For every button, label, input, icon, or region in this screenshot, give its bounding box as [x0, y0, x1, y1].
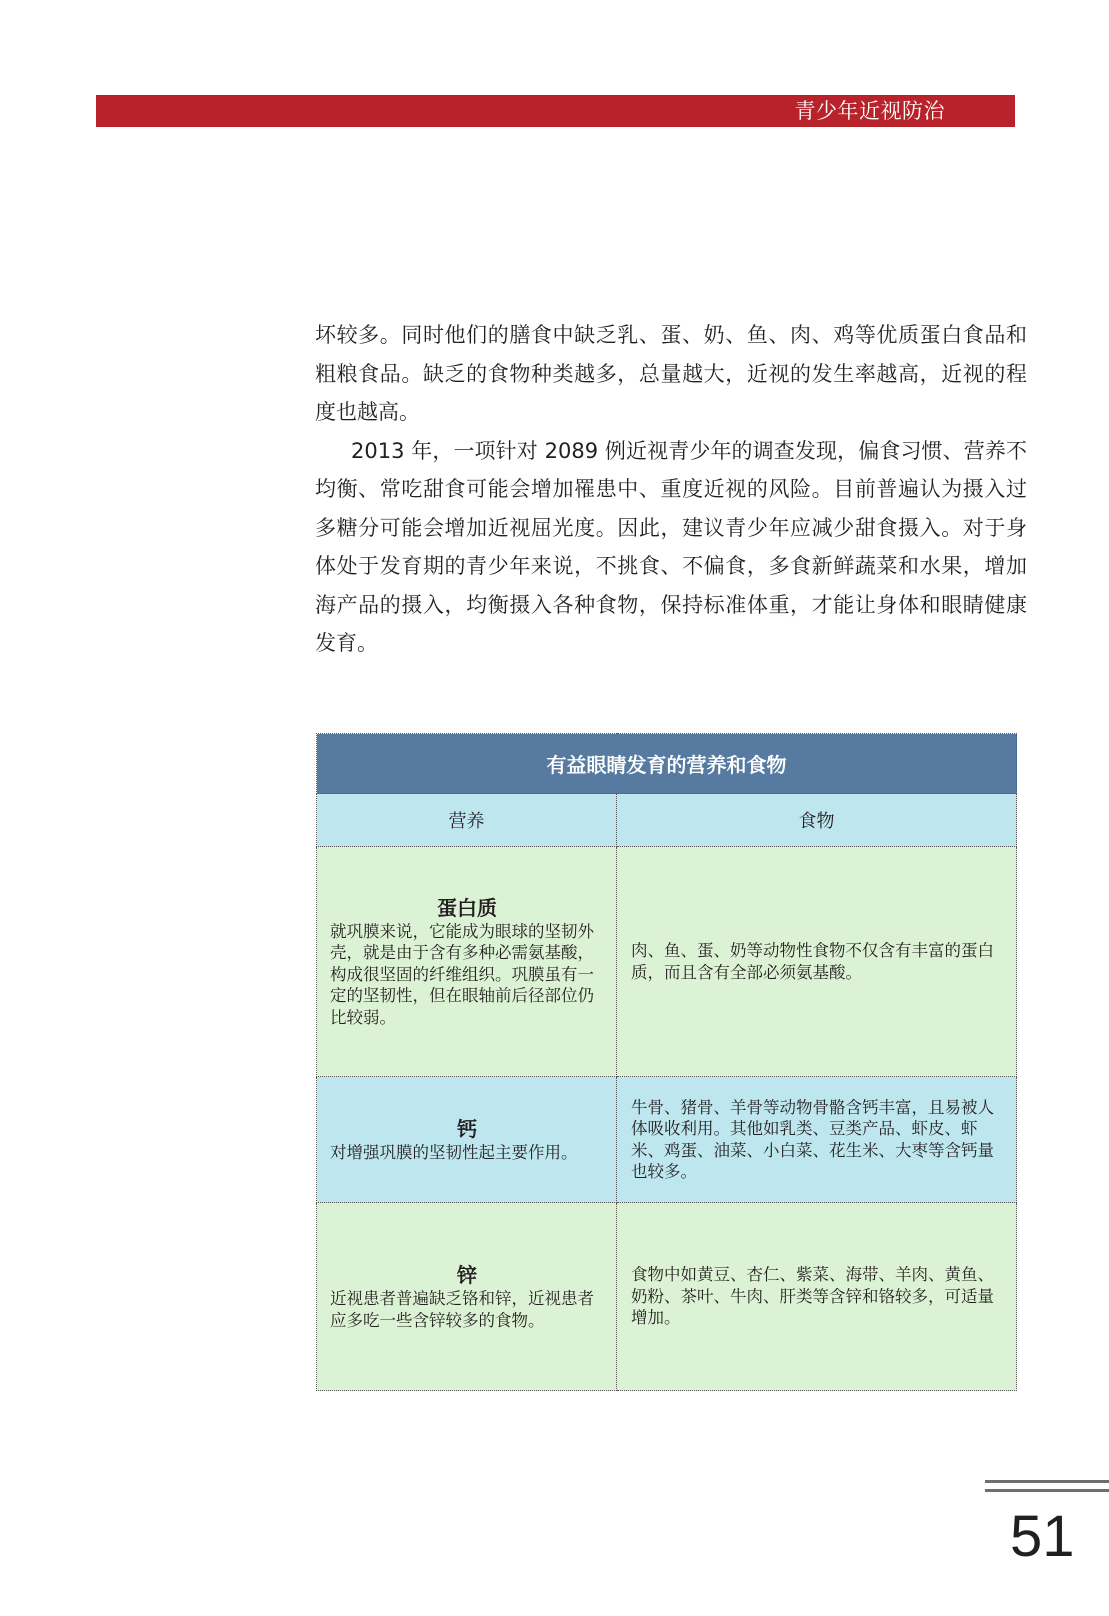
nutrition-table	[316, 733, 1017, 1391]
column-header-nutrition: 营养	[317, 794, 617, 847]
nutrient-name: 锌	[457, 1263, 477, 1287]
running-header-title: 青少年近视防治	[794, 99, 945, 123]
table-header-row	[317, 794, 1017, 847]
table-caption-row	[317, 734, 1017, 794]
nutrient-cell	[317, 1077, 617, 1203]
nutrient-cell	[317, 1203, 617, 1391]
nutrient-name: 蛋白质	[437, 895, 497, 920]
food-cell: 肉、鱼、蛋、奶等动物性食物不仅含有丰富的蛋白质，而且含有全部必须氨基酸。	[617, 847, 1017, 1077]
nutrient-description: 近视患者普遍缺乏铬和锌，近视患者应多吃一些含锌较多的食物。	[330, 1289, 594, 1330]
body-text	[315, 316, 1027, 663]
food-cell: 食物中如黄豆、杏仁、紫菜、海带、羊肉、黄鱼、奶粉、茶叶、牛肉、肝类等含锌和铬较多，可适量增加。	[617, 1203, 1017, 1391]
table-row	[317, 847, 1017, 1077]
table-title: 有益眼睛发育的营养和食物	[317, 734, 1017, 794]
table-row	[317, 1203, 1017, 1391]
nutrient-description: 对增强巩膜的坚韧性起主要作用。	[330, 1142, 578, 1162]
nutrient-description: 就巩膜来说，它能成为眼球的坚韧外壳，就是由于含有多种必需氨基酸，构成很坚固的纤维组织。巩膜虽有一定的坚韧性，但在眼轴前后径部位仍比较弱。	[330, 921, 594, 1027]
food-cell: 牛骨、猪骨、羊骨等动物骨骼含钙丰富，且易被人体吸收利用。其他如乳类、豆类产品、虾皮、虾米、鸡蛋、油菜、小白菜、花生米、大枣等含钙量也较多。	[617, 1077, 1017, 1203]
header-bar	[96, 95, 1015, 127]
footer-rule-line	[985, 1489, 1109, 1492]
footer-rule	[985, 1480, 1109, 1492]
column-header-food: 食物	[617, 794, 1017, 847]
footer-rule-line	[985, 1480, 1109, 1483]
paragraph-1: 坏较多。同时他们的膳食中缺乏乳、蛋、奶、鱼、肉、鸡等优质蛋白食品和粗粮食品。缺乏的食物种类越多，总量越大，近视的发生率越高，近视的程度也越高。	[315, 323, 1027, 424]
nutrient-name: 钙	[457, 1116, 477, 1141]
nutrient-cell	[317, 847, 617, 1077]
page-number: 51	[1010, 1504, 1075, 1569]
paragraph-2: 2013 年，一项针对 2089 例近视青少年的调查发现，偏食习惯、营养不均衡、常吃甜食可能会增加罹患中、重度近视的风险。目前普遍认为摄入过多糖分可能会增加近视屈光度。因此，建议青少年应减少甜食摄入。对于身体处于发育期的青少年来说，不挑食、不偏食，多食新鲜蔬菜和水果，增加海产品的摄入，均衡摄入各种食物，保持标准体重，才能让身体和眼睛健康发育。	[315, 438, 1027, 655]
table-row	[317, 1077, 1017, 1203]
